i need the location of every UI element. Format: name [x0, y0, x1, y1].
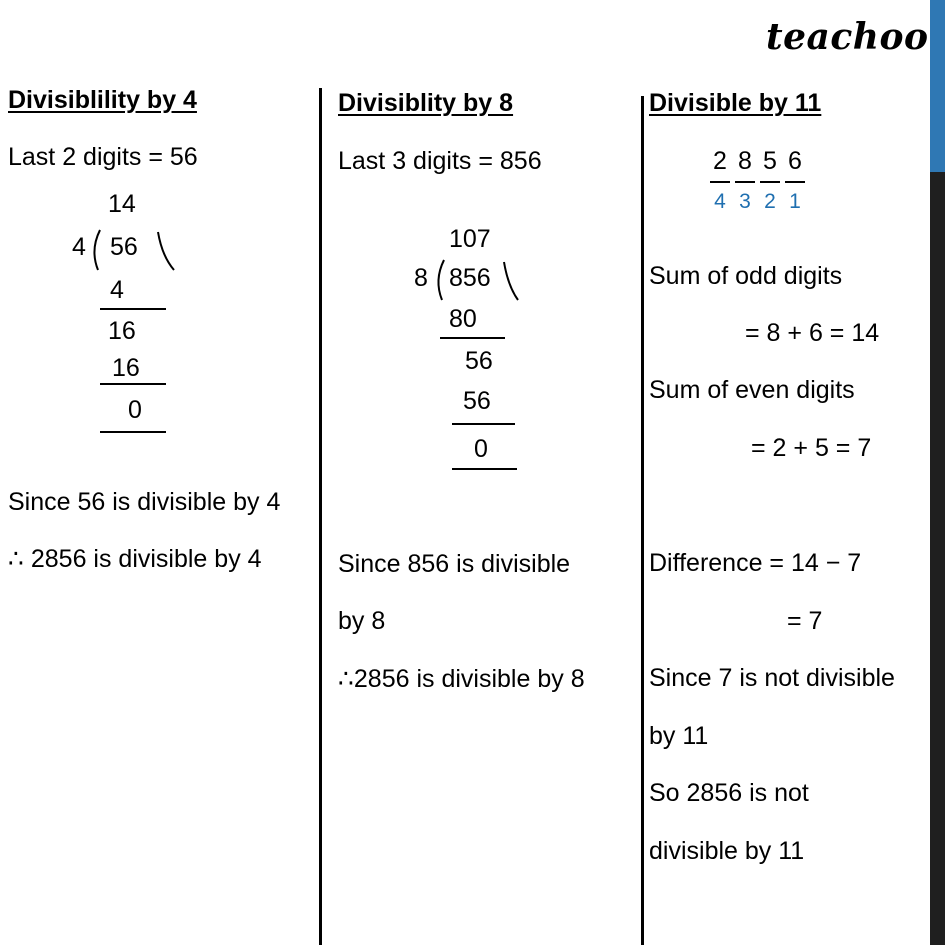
col2-since-line2: by 8 — [338, 607, 386, 635]
col1-step2: 16 — [108, 317, 136, 345]
col3-difference-result: = 7 — [787, 607, 823, 635]
col2-therefore: ∴2856 is divisible by 8 — [338, 665, 585, 693]
column-divider-1 — [319, 88, 322, 945]
accent-bar-top — [930, 0, 945, 172]
col2-line2 — [452, 423, 515, 425]
col2-since-line1: Since 856 is divisible — [338, 550, 571, 578]
col3-digit-underline-3 — [760, 181, 780, 183]
col2-dividend: 856 — [449, 264, 491, 292]
col2-last-digits: Last 3 digits = 856 — [338, 147, 542, 175]
col3-digit-1: 2 — [713, 147, 727, 175]
col1-dividend: 56 — [110, 233, 138, 261]
teachoo-logo: teachoo — [766, 16, 929, 58]
col2-step2: 56 — [465, 347, 493, 375]
col1-step3: 16 — [112, 354, 140, 382]
col1-step1: 4 — [110, 276, 124, 304]
col3-position-4: 1 — [789, 190, 801, 213]
col3-digit-2: 8 — [738, 147, 752, 175]
col3-sum-odd-value: = 8 + 6 = 14 — [745, 319, 880, 347]
col1-line2 — [100, 383, 166, 385]
col3-position-1: 4 — [714, 190, 726, 213]
col3-digit-underline-4 — [785, 181, 805, 183]
col1-line1 — [100, 308, 166, 310]
col2-line1 — [440, 337, 505, 339]
col2-quotient: 107 — [449, 225, 491, 253]
col3-since-line2: by 11 — [649, 722, 709, 750]
col2-remainder: 0 — [474, 435, 488, 463]
col3-so-line1: So 2856 is not — [649, 779, 809, 807]
col3-position-3: 2 — [764, 190, 776, 213]
col3-digit-underline-1 — [710, 181, 730, 183]
col3-difference: Difference = 14 − 7 — [649, 549, 862, 577]
column-divider-2 — [641, 96, 644, 945]
col1-since: Since 56 is divisible by 4 — [8, 488, 281, 516]
col2-line3 — [452, 468, 517, 470]
col3-so-line2: divisible by 11 — [649, 837, 805, 865]
col3-digit-4: 6 — [788, 147, 802, 175]
col2-divisor: 8 — [414, 264, 428, 292]
col3-since-line1: Since 7 is not divisible — [649, 664, 895, 692]
col3-sum-even-label: Sum of even digits — [649, 376, 855, 404]
col2-heading: Divisiblity by 8 — [338, 89, 514, 117]
col1-divisor: 4 — [72, 233, 86, 261]
col3-sum-even-value: = 2 + 5 = 7 — [751, 434, 872, 462]
col1-quotient: 14 — [108, 190, 136, 218]
col2-step3: 56 — [463, 387, 491, 415]
col3-heading: Divisible by 11 — [649, 89, 822, 117]
col1-therefore: ∴ 2856 is divisible by 4 — [8, 545, 262, 573]
col1-last-digits: Last 2 digits = 56 — [8, 143, 198, 171]
col3-position-2: 3 — [739, 190, 751, 213]
accent-bar-bottom — [930, 172, 945, 945]
col1-remainder: 0 — [128, 396, 142, 424]
col3-digit-3: 5 — [763, 147, 777, 175]
col3-sum-odd-label: Sum of odd digits — [649, 262, 843, 290]
col2-step1: 80 — [449, 305, 477, 333]
col1-line3 — [100, 431, 166, 433]
col3-digit-underline-2 — [735, 181, 755, 183]
col1-heading: Divisiblility by 4 — [8, 86, 197, 114]
